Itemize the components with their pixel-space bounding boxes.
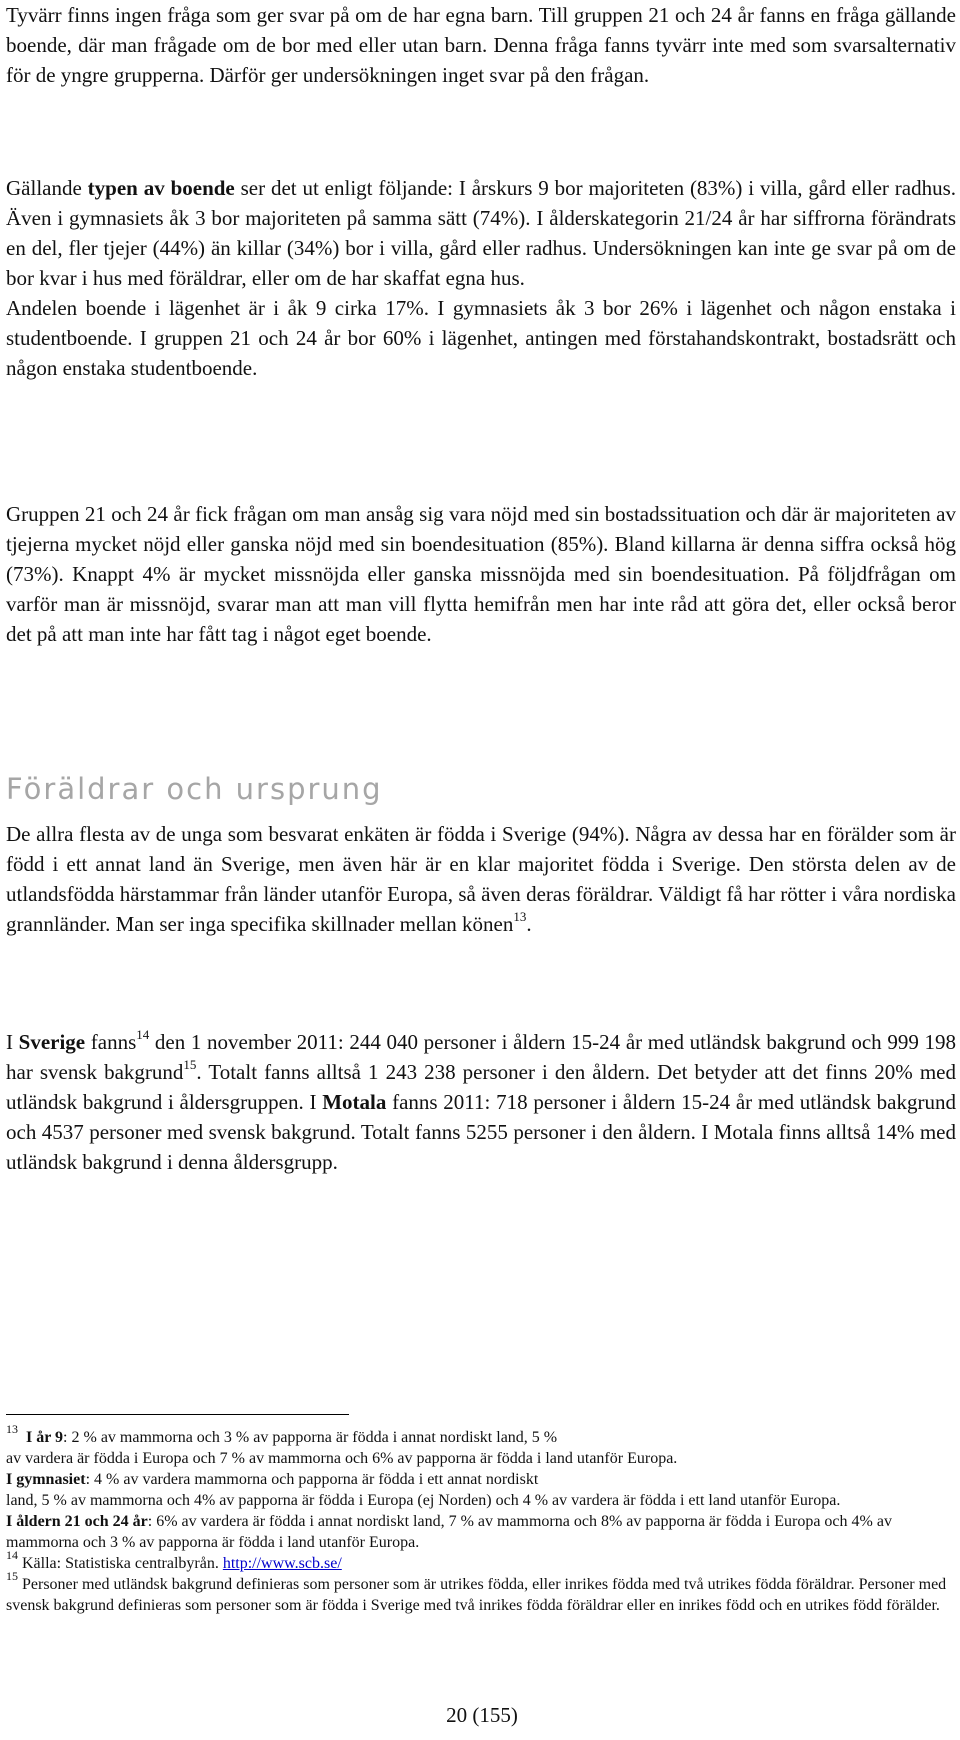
footnote-ref-15[interactable]: 15 [183,1057,197,1072]
footnote-13-gymnasiet-1 [6,1469,956,1490]
footnote-14-number: 14 [6,1547,18,1562]
paragraph-origin [6,819,956,939]
paragraph-children-question: Tyvärr finns ingen fråga som ger svar på om de har egna barn. Till gruppen 21 och 24 år fanns en fråga gällande boende, där man frågade om de bor med eller utan barn. Denna fråga fanns tyvärr inte med som svarsalternativ för de yngre grupperna. Därför ger undersökningen inget svar på den frågan. [6,3,956,87]
footnote-13-age [6,1511,956,1553]
footnote-ref-14[interactable]: 14 [136,1027,150,1042]
paragraph-housing-type [6,173,956,383]
stats-motala: Motala [322,1090,387,1114]
scb-link[interactable]: http://www.scb.se/ [222,1555,342,1572]
footnote-13-number: 13 [6,1421,18,1436]
footnote-14 [6,1547,956,1574]
footnote-13-bold-year9: I år 9 [26,1429,64,1446]
footnote-13-bold-gymnasiet: I gymnasiet [6,1471,86,1488]
footnote-ref-13[interactable]: 13 [513,909,527,924]
page-number: 20 (155) [446,1703,518,1727]
stats-sverige: Sverige [18,1030,86,1054]
footnote-13-age-text: : 6% av vardera är födda i annat nordiskt land, 7 % av mammorna och 8% av papporna är födda i Europa och 4% av mammorna och 3 % av papporna är födda i land utanför Europa. [6,1513,892,1551]
housing-pre: Gällande [6,176,88,200]
housing-bold-term: typen av boende [87,176,235,200]
housing-type-text [6,173,956,293]
footnote-15 [6,1568,956,1616]
stats-a: I [6,1030,19,1054]
origin-text: De allra flesta av de unga som besvarat enkäten är födda i Sverige (94%). Några av dessa har en förälder som är född i ett annat land än Sverige, men även här är en klar majoritet födda i Sverige. Den största delen av de utlandsfödda härstammar från länder utanför Europa, så även deras föräldrar. Väldigt få har rötter i våra nordiska grannländer. Man ser inga specifika skillnader mellan könen [6,822,956,936]
footnote-15-text: Personer med utländsk bakgrund definieras som personer som är utrikes födda, eller inrikes födda med två utrikes födda föräldrar. Personer med svensk bakgrund definieras som personer som är födda i Sverige med två inrikes födda föräldrar eller en inrikes född och en utrikes född förälder. [6,1576,947,1614]
footnote-13-line-2: av vardera är födda i Europa och 7 % av mammorna och 6% av papporna är födda i land utanför Europa. [6,1450,678,1467]
footnote-13-gymnasiet-2: land, 5 % av mammorna och 4% av papporna är födda i Europa (ej Norden) och 4 % av vardera är födda i ett land utanför Europa. [6,1492,841,1509]
housing-post: ser det ut enligt följande: I årskurs 9 bor majoriteten (83%) i villa, gård eller radhus. Även i gymnasiets åk 3 bor majoriteten på samma sätt (74%). I ålderskategorin 21/24 år har siffrorna förändrats en del, fler tjejer (44%) än killar (34%) bor i villa, gård eller radhus. Undersökningen kan inte ge svar på om de bor kvar i hus med föräldrar, eller om de har skaffat egna hus. [6,176,956,290]
footnotes [6,1421,956,1616]
footnote-13-text-1: : 2 % av mammorna och 3 % av papporna är födda i annat nordiskt land, 5 % [63,1429,558,1446]
footnote-15-number: 15 [6,1568,18,1583]
footnote-divider [6,1414,349,1415]
stats-f: fanns 2011: 718 personer i åldern 15-24 år med utländsk bakgrund och 4537 personer med svensk bakgrund. Totalt fanns 5255 personer i den åldern. I Motala finns alltså 14% med utländsk bakgrund i denna åldersgrupp. [6,1090,956,1174]
paragraph-satisfaction: Gruppen 21 och 24 år fick frågan om man ansåg sig vara nöjd med sin bostadssituation och där är majoriteten av tjejerna mycket nöjd eller ganska nöjd med sin boendesituation (85%). Bland killarna är denna siffra också hög (73%). Knappt 4% är mycket missnöjda eller ganska missnöjda med sin boendesituation. På följdfrågan om varför man är missnöjd, svarar man att man vill flytta hemifrån men har inte råd att göra det, eller också beror det på att man inte har fått tag i något eget boende. [6,502,956,646]
stats-d: den 1 november 2011: 244 040 personer i åldern 15-24 år med utländsk bakgrund och 999 198 har svensk bakgrund [6,1030,956,1084]
footnote-14-text: Källa: Statistiska centralbyrån. [18,1555,223,1572]
footnote-13-gym-text: : 4 % av vardera mammorna och papporna är födda i ett annat nordiskt [85,1471,539,1488]
housing-apartment-text: Andelen boende i lägenhet är i åk 9 cirka 17%. I gymnasiets åk 3 bor 26% i lägenhet och någon enstaka i studentboende. I gruppen 21 och 24 år bor 60% i lägenhet, antingen med förstahandskontrakt, bostadsrätt och någon enstaka studentboende. [6,296,956,380]
origin-end: . [526,912,532,936]
section-heading: Föräldrar och ursprung [6,772,383,806]
footnote-13-bold-age: I åldern 21 och 24 år [6,1513,148,1530]
stats-c: fanns [85,1030,137,1054]
paragraph-statistics [6,1027,956,1177]
footnote-13-line-1 [6,1421,956,1448]
stats-e: . Totalt fanns alltså 1 243 238 personer i den åldern. Det betyder att det finns 20% med utländsk bakgrund i åldersgruppen. I [6,1060,957,1114]
